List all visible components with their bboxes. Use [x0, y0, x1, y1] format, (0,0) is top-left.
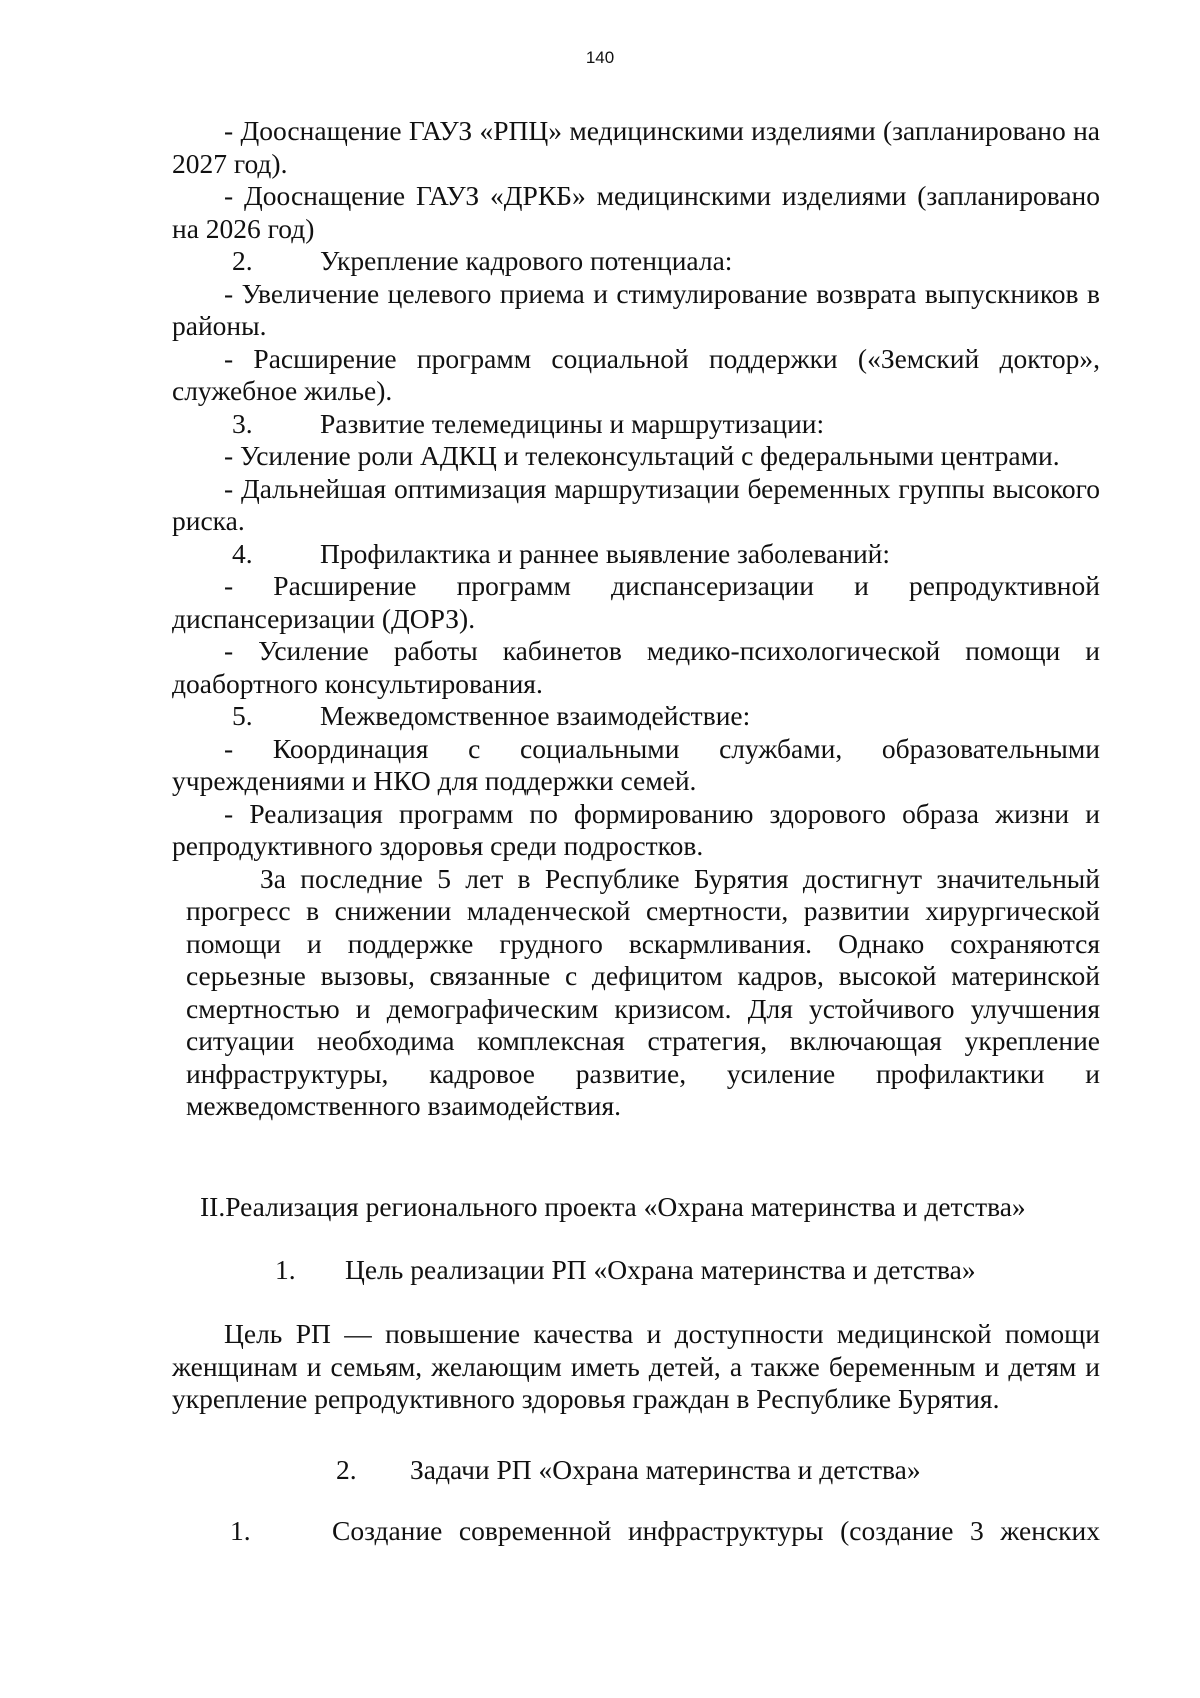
page-number: 140	[585, 48, 615, 67]
paragraph: - Координация с социальными службами, образовательными учреждениями и НКО для поддержки семей.	[172, 732, 1100, 796]
subsection-title: Задачи РП «Охрана материнства и детства»	[410, 1454, 921, 1485]
numbered-item	[172, 245, 1100, 278]
item-title: Развитие телемедицины и маршрутизации:	[320, 407, 825, 439]
paragraph: - Реализация программ по формированию здорового образа жизни и репродуктивного здоровья среди подростков.	[172, 797, 1100, 861]
item-title: Укрепление кадрового потенциала:	[320, 245, 733, 276]
numbered-item	[172, 408, 1100, 441]
goal-paragraph: Цель РП — повышение качества и доступности медицинской помощи женщинам и семьям, желающим иметь детей, а также беременным и детям и укрепление репродуктивного здоровья граждан в Республике Бурятия.	[172, 1318, 1100, 1414]
paragraph: - Дальнейшая оптимизация маршрутизации беременных группы высокого риска.	[172, 472, 1100, 536]
body-text	[172, 115, 1100, 1123]
task-item	[172, 1515, 1100, 1547]
item-number: 4.	[232, 537, 253, 569]
paragraph: - Дооснащение ГАУЗ «РПЦ» медицинскими изделиями (запланировано на 2027 год).	[172, 115, 1100, 179]
paragraph: - Расширение программ социальной поддержки («Земский доктор», служебное жилье).	[172, 342, 1100, 406]
paragraph: - Расширение программ диспансеризации и репродуктивной диспансеризации (ДОРЗ).	[172, 570, 1100, 634]
task-number: 1.	[230, 1515, 251, 1546]
subsection-heading-tasks	[0, 1454, 1200, 1486]
task-text: Создание современной инфраструктуры (создание 3 женских	[332, 1515, 1100, 1546]
paragraph: - Дооснащение ГАУЗ «ДРКБ» медицинскими изделиями (запланировано на 2026 год)	[172, 180, 1100, 244]
item-number: 3.	[232, 407, 253, 439]
item-number: 5.	[232, 700, 253, 731]
section-title: II.Реализация регионального проекта «Охрана материнства и детства»	[200, 1191, 1026, 1222]
item-title: Межведомственное взаимодействие:	[320, 700, 751, 731]
item-number: 2.	[232, 245, 253, 276]
numbered-item	[172, 538, 1100, 571]
paragraph: - Увеличение целевого приема и стимулирование возврата выпускников в районы.	[172, 277, 1100, 341]
paragraph: - Усиление работы кабинетов медико-психологической помощи и доабортного консультирования.	[172, 635, 1100, 699]
numbered-item	[172, 700, 1100, 733]
summary-paragraph: За последние 5 лет в Республике Бурятия достигнут значительный прогресс в снижении младенческой смертности, развитии хирургической помощи и поддержке грудного вскармливания. Однако сохраняются серьезные вызовы, связанные с дефицитом кадров, высокой материнской смертностью и демографическим кризисом. Для устойчивого улучшения ситуации необходима комплексная стратегия, включающая укрепление инфраструктуры, кадровое развитие, усиление профилактики и межведомственного взаимодействия.	[186, 862, 1100, 1121]
goal-section	[172, 1318, 1100, 1416]
paragraph: - Усиление роли АДКЦ и телеконсультаций с федеральными центрами.	[224, 440, 1060, 471]
subsection-heading-goal	[0, 1254, 1200, 1286]
subsection-title: Цель реализации РП «Охрана материнства и детства»	[345, 1254, 976, 1285]
item-title: Профилактика и раннее выявление заболеваний:	[320, 537, 891, 569]
subsection-number: 2.	[336, 1454, 357, 1485]
subsection-number: 1.	[275, 1254, 296, 1285]
